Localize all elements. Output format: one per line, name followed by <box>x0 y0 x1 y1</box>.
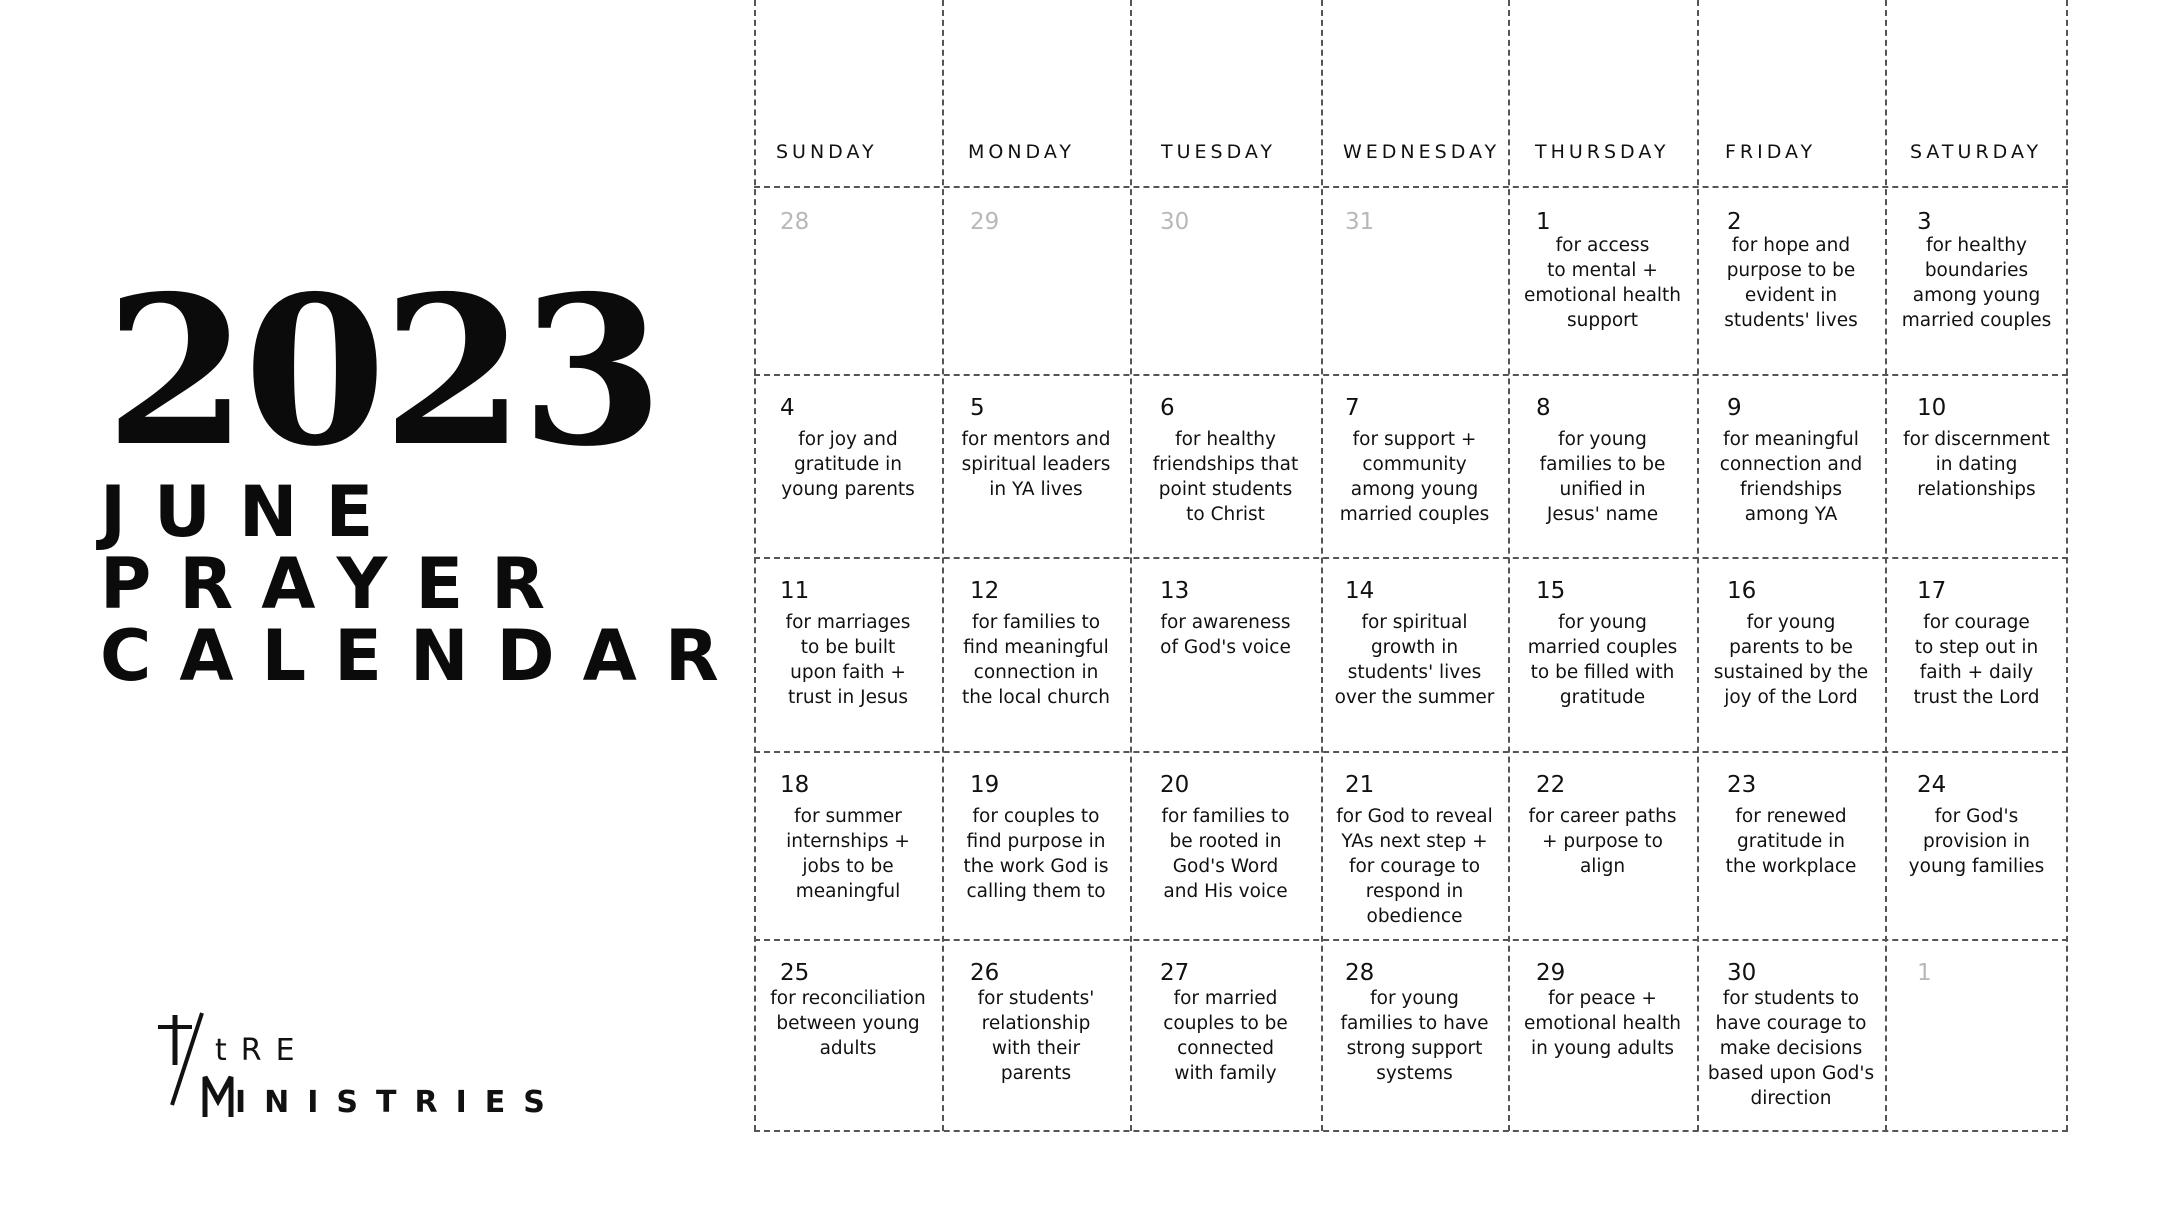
prayer-text: for families to find meaningful connection in the local church <box>962 612 1110 708</box>
title-prayer: PRAYER <box>100 543 574 625</box>
day-cell <box>942 187 1130 375</box>
day-cell <box>754 375 942 558</box>
day-header-wednesday: WEDNESDAY <box>1343 141 1501 163</box>
day-cell <box>1697 187 1885 375</box>
prayer-text: for families to be rooted in God's Word and His voice <box>1161 806 1290 902</box>
prayer-text: for young parents to be sustained by the joy of the Lord <box>1713 612 1869 708</box>
day-number: 16 <box>1727 578 1757 604</box>
day-cell <box>942 752 1130 940</box>
day-number: 1 <box>1917 960 1932 986</box>
day-cell <box>1130 940 1321 1131</box>
day-number: 28 <box>1345 960 1375 986</box>
day-cell <box>1508 558 1697 752</box>
day-number: 4 <box>780 395 795 421</box>
prayer-text: for summer internships + jobs to be meaningful <box>786 806 910 902</box>
day-number: 29 <box>970 209 1000 235</box>
day-cell <box>1508 752 1697 940</box>
day-number: 24 <box>1917 772 1947 798</box>
day-header-sunday: SUNDAY <box>776 141 878 163</box>
day-cell <box>1885 940 2068 1131</box>
prayer-text: for healthy friendships that point students to Christ <box>1152 429 1299 525</box>
day-number: 5 <box>970 395 985 421</box>
day-cell <box>754 187 942 375</box>
logo-text-ministries: INISTRIES <box>235 1085 563 1120</box>
prayer-text: for hope and purpose to be evident in students' lives <box>1724 235 1858 331</box>
day-cell <box>754 558 942 752</box>
day-number: 21 <box>1345 772 1375 798</box>
day-number: 3 <box>1917 209 1932 235</box>
day-cell <box>1697 375 1885 558</box>
day-number: 18 <box>780 772 810 798</box>
prayer-text: for couples to find purpose in the work God is calling them to <box>963 806 1109 902</box>
day-number: 14 <box>1345 578 1375 604</box>
day-cell <box>942 558 1130 752</box>
day-number: 31 <box>1345 209 1375 235</box>
day-number: 13 <box>1160 578 1190 604</box>
day-cell <box>1508 940 1697 1131</box>
day-header-tuesday: TUESDAY <box>1161 141 1277 163</box>
day-number: 8 <box>1536 395 1551 421</box>
day-cell <box>1508 187 1697 375</box>
day-cell <box>1321 187 1508 375</box>
day-number: 30 <box>1160 209 1190 235</box>
day-cell <box>1697 558 1885 752</box>
day-cell <box>1885 752 2068 940</box>
day-number: 2 <box>1727 209 1742 235</box>
day-number: 26 <box>970 960 1000 986</box>
day-number: 28 <box>780 209 810 235</box>
day-header-thursday: THURSDAY <box>1535 141 1670 163</box>
prayer-text: for courage to step out in faith + daily trust the Lord <box>1913 612 2040 708</box>
day-number: 6 <box>1160 395 1175 421</box>
day-number: 25 <box>780 960 810 986</box>
day-cell <box>1885 375 2068 558</box>
day-cell <box>1130 558 1321 752</box>
day-cell <box>754 940 942 1131</box>
prayer-text: for reconciliation between young adults <box>770 988 926 1059</box>
day-cell <box>1697 940 1885 1131</box>
day-number: 15 <box>1536 578 1566 604</box>
day-cell <box>1130 375 1321 558</box>
prayer-text: for married couples to be connected with family <box>1163 988 1288 1084</box>
day-cell <box>1885 187 2068 375</box>
day-header-friday: FRIDAY <box>1725 141 1817 163</box>
prayer-text: for access to mental + emotional health support <box>1523 235 1682 331</box>
day-cell <box>754 752 942 940</box>
day-number: 17 <box>1917 578 1947 604</box>
day-cell <box>1321 375 1508 558</box>
day-number: 9 <box>1727 395 1742 421</box>
day-cell <box>1321 940 1508 1131</box>
day-number: 10 <box>1917 395 1947 421</box>
day-number: 30 <box>1727 960 1757 986</box>
day-number: 11 <box>780 578 810 604</box>
prayer-text: for mentors and spiritual leaders in YA lives <box>961 429 1111 500</box>
day-number: 29 <box>1536 960 1566 986</box>
prayer-text: for marriages to be built upon faith + trust in Jesus <box>785 612 911 708</box>
day-number: 12 <box>970 578 1000 604</box>
day-cell <box>1508 375 1697 558</box>
day-number: 19 <box>970 772 1000 798</box>
prayer-text: for awareness of God's voice <box>1160 612 1291 658</box>
day-cell <box>942 375 1130 558</box>
logo-text-tre: tRE <box>215 1033 309 1068</box>
day-cell <box>1321 558 1508 752</box>
day-cell <box>1321 752 1508 940</box>
day-number: 20 <box>1160 772 1190 798</box>
day-number: 7 <box>1345 395 1360 421</box>
prayer-text: for peace + emotional health in young adults <box>1523 988 1682 1059</box>
title-calendar: CALENDAR <box>100 615 747 697</box>
day-cell <box>1130 187 1321 375</box>
prayer-text: for God to reveal YAs next step + for courage to respond in obedience <box>1336 806 1493 927</box>
month-heading: JUNE <box>100 471 402 553</box>
prayer-text: for healthy boundaries among young married couples <box>1901 235 2052 331</box>
day-cell <box>1130 752 1321 940</box>
day-number: 1 <box>1536 209 1551 235</box>
year-heading: 2023 <box>105 252 660 492</box>
prayer-text: for God's provision in young families <box>1908 806 2045 877</box>
prayer-text: for joy and gratitude in young parents <box>781 429 915 500</box>
day-cell <box>1885 558 2068 752</box>
day-header-saturday: SATURDAY <box>1910 141 2043 163</box>
prayer-text: for renewed gratitude in the workplace <box>1725 806 1857 877</box>
day-cell <box>942 940 1130 1131</box>
prayer-text: for discernment in dating relationships <box>1903 429 2050 500</box>
prayer-text: for career paths + purpose to align <box>1528 806 1677 877</box>
prayer-text: for meaningful connection and friendships among YA <box>1719 429 1863 525</box>
prayer-text: for young married couples to be filled with gratitude <box>1527 612 1678 708</box>
prayer-text: for young families to have strong support systems <box>1340 988 1489 1084</box>
day-cell <box>1697 752 1885 940</box>
day-number: 27 <box>1160 960 1190 986</box>
prayer-text: for students' relationship with their parents <box>977 988 1095 1084</box>
prayer-text: for support + community among young married couples <box>1339 429 1490 525</box>
day-header-monday: MONDAY <box>968 141 1075 163</box>
prayer-text: for spiritual growth in students' lives over the summer <box>1334 612 1495 708</box>
calendar-grid <box>754 0 2068 1131</box>
prayer-text: for young families to be unified in Jesus' name <box>1539 429 1666 525</box>
day-number: 22 <box>1536 772 1566 798</box>
prayer-text: for students to have courage to make decisions based upon God's direction <box>1707 988 1875 1109</box>
day-number: 23 <box>1727 772 1757 798</box>
